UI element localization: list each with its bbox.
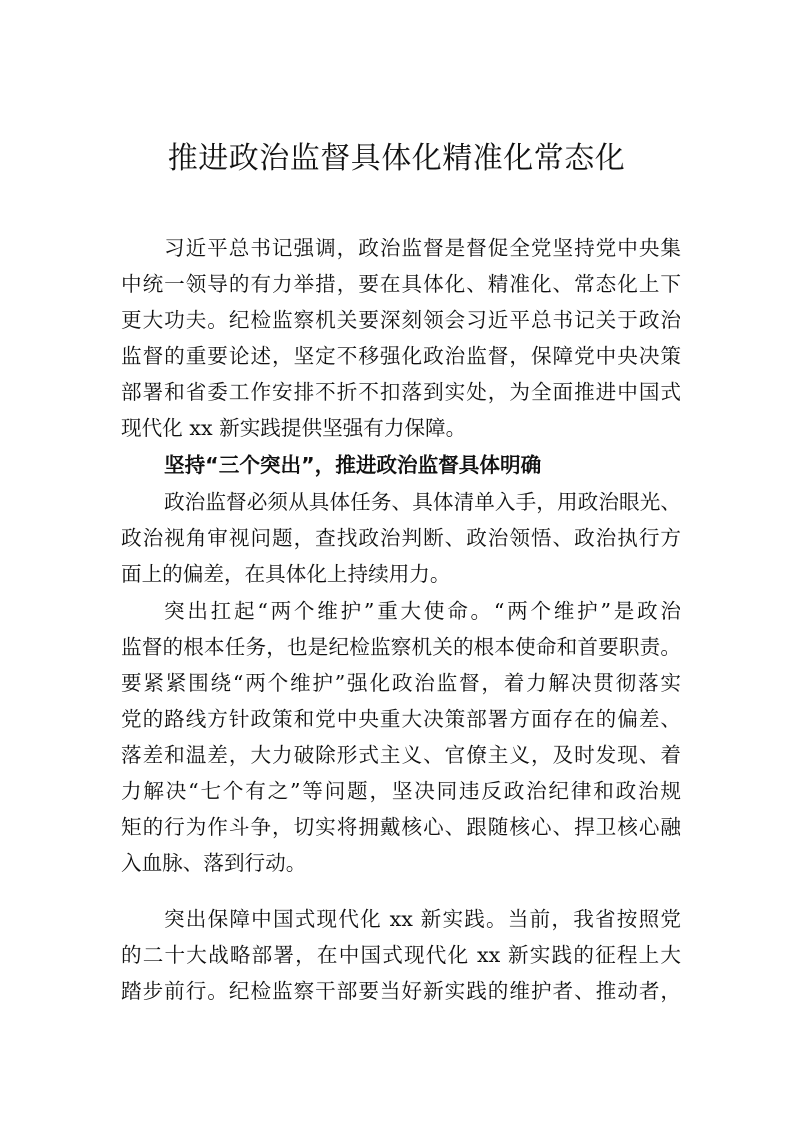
- paragraph-line: 突出保障中国式现代化 xx 新实践。当前，我省按照党: [164, 907, 681, 931]
- paragraph-line: 的二十大战略部署，在中国式现代化 xx 新实践的征程上大: [121, 943, 681, 967]
- paragraph-line: 政治视角审视问题，查找政治判断、政治领悟、政治执行方: [121, 526, 681, 550]
- paragraph-line: 中统一领导的有力举措，要在具体化、精准化、常态化上下: [121, 272, 681, 296]
- paragraph-line: 入血脉、落到行动。: [121, 851, 307, 875]
- paragraph-line: 监督的根本任务，也是纪检监察机关的根本使命和首要职责。: [121, 635, 681, 659]
- paragraph-line: 党的路线方针政策和党中央重大决策部署方面存在的偏差、: [121, 707, 681, 731]
- document-title: 推进政治监督具体化精准化常态化: [167, 141, 626, 176]
- paragraph-line: 部署和省委工作安排不折不扣落到实处，为全面推进中国式: [121, 380, 681, 404]
- paragraph-line: 力解决“七个有之”等问题，坚决同违反政治纪律和政治规: [121, 779, 681, 803]
- paragraph-line: 要紧紧围绕“两个维护”强化政治监督，着力解决贯彻落实: [121, 671, 681, 695]
- paragraph-line: 矩的行为作斗争，切实将拥戴核心、跟随核心、捍卫核心融: [121, 815, 681, 839]
- paragraph-line: 突出扛起“两个维护”重大使命。“两个维护”是政治: [164, 599, 681, 623]
- paragraph-line: 现代化 xx 新实践提供坚强有力保障。: [121, 416, 467, 440]
- paragraph-line: 面上的偏差，在具体化上持续用力。: [121, 562, 451, 586]
- paragraph-line: 更大功夫。纪检监察机关要深刻领会习近平总书记关于政治: [121, 308, 681, 332]
- paragraph-line: 监督的重要论述，坚定不移强化政治监督，保障党中央决策: [121, 344, 681, 368]
- section-heading: 坚持“三个突出”，推进政治监督具体明确: [164, 453, 542, 477]
- paragraph-line: 习近平总书记强调，政治监督是督促全党坚持党中央集: [164, 236, 681, 260]
- paragraph-line: 踏步前行。纪检监察干部要当好新实践的维护者、推动者，: [121, 979, 681, 1003]
- paragraph-line: 落差和温差，大力破除形式主义、官僚主义，及时发现、着: [121, 743, 681, 767]
- paragraph-line: 政治监督必须从具体任务、具体清单入手，用政治眼光、: [164, 490, 681, 514]
